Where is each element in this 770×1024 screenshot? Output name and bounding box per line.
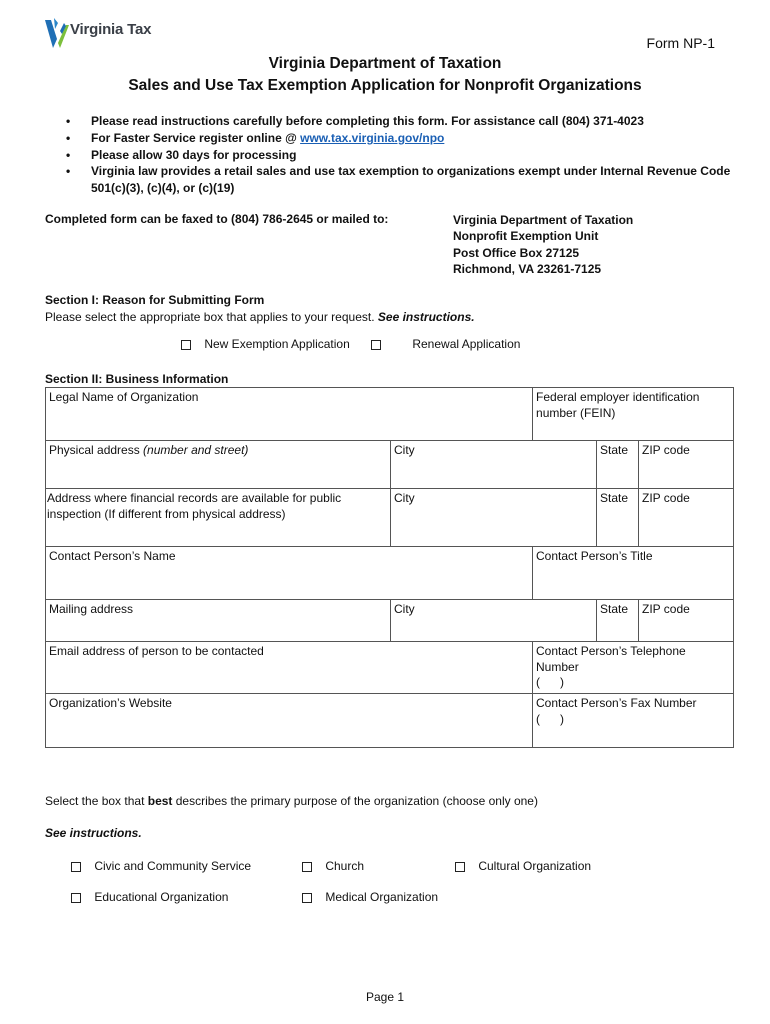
field-label: Physical address <box>49 443 144 457</box>
legal-name-field[interactable] <box>46 388 533 441</box>
records-state-field[interactable] <box>597 489 639 547</box>
mailing-address-block <box>453 212 633 277</box>
purpose-instruction <box>45 794 538 808</box>
website-field[interactable] <box>46 694 533 748</box>
field-label: City <box>394 443 415 457</box>
cultural-option[interactable] <box>455 859 591 873</box>
records-city-field[interactable] <box>391 489 597 547</box>
section1-heading: Section I: Reason for Submitting Form <box>45 293 265 307</box>
contact-phone-field[interactable] <box>533 642 734 694</box>
physical-city-field[interactable] <box>391 441 597 489</box>
email-field[interactable] <box>46 642 533 694</box>
educational-label: Educational Organization <box>94 890 229 904</box>
field-label: Legal Name of Organization <box>49 390 199 404</box>
see-instructions: See instructions. <box>377 310 475 324</box>
civic-checkbox[interactable] <box>71 862 81 872</box>
educational-checkbox[interactable] <box>71 893 81 903</box>
field-label: State <box>600 602 629 616</box>
list-item <box>66 113 746 130</box>
cultural-label: Cultural Organization <box>478 859 592 873</box>
field-label: ZIP code <box>642 491 690 505</box>
field-label: Address where financial records are available for public inspection (If different from physical address) <box>47 491 342 521</box>
field-label: Federal employer identification number (FEIN) <box>536 390 700 420</box>
section2-heading: Section II: Business Information <box>45 372 229 386</box>
list-item <box>66 147 746 164</box>
purpose-instruction-text: Select the box that <box>45 794 148 808</box>
field-label: Mailing address <box>49 602 134 616</box>
physical-zip-field[interactable] <box>639 441 734 489</box>
field-label: State <box>600 491 629 505</box>
field-label: Contact Person’s Title <box>536 549 653 563</box>
see-instructions: See instructions. <box>45 826 142 840</box>
list-item <box>66 130 746 147</box>
new-exemption-label: New Exemption Application <box>204 337 350 351</box>
medical-label: Medical Organization <box>325 890 439 904</box>
physical-address-field[interactable] <box>46 441 391 489</box>
field-label: Email address of person to be contacted <box>49 644 264 658</box>
field-label: City <box>394 491 415 505</box>
list-item <box>66 163 746 197</box>
phone-area-code: ( ) <box>536 675 565 689</box>
medical-option[interactable] <box>302 890 438 904</box>
new-exemption-checkbox[interactable] <box>181 340 191 350</box>
church-label: Church <box>325 859 365 873</box>
mailing-zip-field[interactable] <box>639 600 734 642</box>
virginia-tax-logo <box>44 17 154 53</box>
field-label: City <box>394 602 415 616</box>
instructions-list <box>66 113 746 197</box>
records-address-field[interactable] <box>46 489 391 547</box>
medical-checkbox[interactable] <box>302 893 312 903</box>
fax-mail-instruction: Completed form can be faxed to (804) 786-2645 or mailed to: <box>45 212 389 226</box>
form-number: Form NP-1 <box>646 35 715 51</box>
address-line: Nonprofit Exemption Unit <box>453 229 599 244</box>
bullet-text: For Faster Service register online @ <box>91 130 301 145</box>
page-title: Virginia Department of Taxation <box>268 55 502 72</box>
renewal-checkbox[interactable] <box>371 340 381 350</box>
field-label: ZIP code <box>642 443 690 457</box>
field-label: State <box>600 443 629 457</box>
renewal-option[interactable] <box>371 337 520 351</box>
renewal-label: Renewal Application <box>412 337 521 351</box>
civic-label: Civic and Community Service <box>94 859 252 873</box>
church-option[interactable] <box>302 859 364 873</box>
mailing-city-field[interactable] <box>391 600 597 642</box>
address-line: Richmond, VA 23261-7125 <box>453 261 602 276</box>
contact-fax-field[interactable] <box>533 694 734 748</box>
field-label-italic: (number and street) <box>143 443 249 457</box>
purpose-instruction-text: describes the primary purpose of the organization (choose only one) <box>172 794 538 808</box>
field-label: Contact Person’s Telephone Number <box>536 644 686 674</box>
fein-field[interactable] <box>533 388 734 441</box>
fax-area-code: ( ) <box>536 711 565 726</box>
contact-title-field[interactable] <box>533 547 734 600</box>
virginia-tax-logo-icon <box>44 17 70 51</box>
church-checkbox[interactable] <box>302 862 312 872</box>
field-label: Organization’s Website <box>49 696 172 710</box>
bullet-text: Please allow 30 days for processing <box>91 147 297 162</box>
educational-option[interactable] <box>71 890 228 904</box>
npo-registration-link[interactable]: www.tax.virginia.gov/npo <box>300 130 445 145</box>
new-exemption-option[interactable] <box>181 337 350 351</box>
section1-instruction-text: Please select the appropriate box that applies to your request. <box>45 310 375 324</box>
page-subtitle: Sales and Use Tax Exemption Application for Nonprofit Organizations <box>128 77 642 94</box>
cultural-checkbox[interactable] <box>455 862 465 872</box>
bullet-text: Virginia law provides a retail sales and use tax exemption to organizations exempt under Internal Revenue Code 501(c)(3), (c)(4), or (c)(19) <box>91 164 731 196</box>
purpose-instruction-bold: best <box>147 794 173 808</box>
address-line: Virginia Department of Taxation <box>453 213 634 227</box>
purpose-see-instructions <box>45 826 142 840</box>
mailing-state-field[interactable] <box>597 600 639 642</box>
section1-instruction <box>45 310 475 324</box>
bullet-text: Please read instructions carefully before completing this form. For assistance call (804) 371-4023 <box>91 114 644 128</box>
business-info-table <box>45 387 734 748</box>
address-line: Post Office Box 27125 <box>453 245 580 260</box>
field-label: ZIP code <box>642 602 690 616</box>
logo-wordmark: Virginia Tax <box>70 21 152 38</box>
contact-name-field[interactable] <box>46 547 533 600</box>
physical-state-field[interactable] <box>597 441 639 489</box>
civic-option[interactable] <box>71 859 251 873</box>
field-label: Contact Person’s Fax Number <box>536 696 697 710</box>
field-label: Contact Person’s Name <box>49 549 176 563</box>
mailing-address-field[interactable] <box>46 600 391 642</box>
page-number: Page 1 <box>365 990 405 1004</box>
records-zip-field[interactable] <box>639 489 734 547</box>
